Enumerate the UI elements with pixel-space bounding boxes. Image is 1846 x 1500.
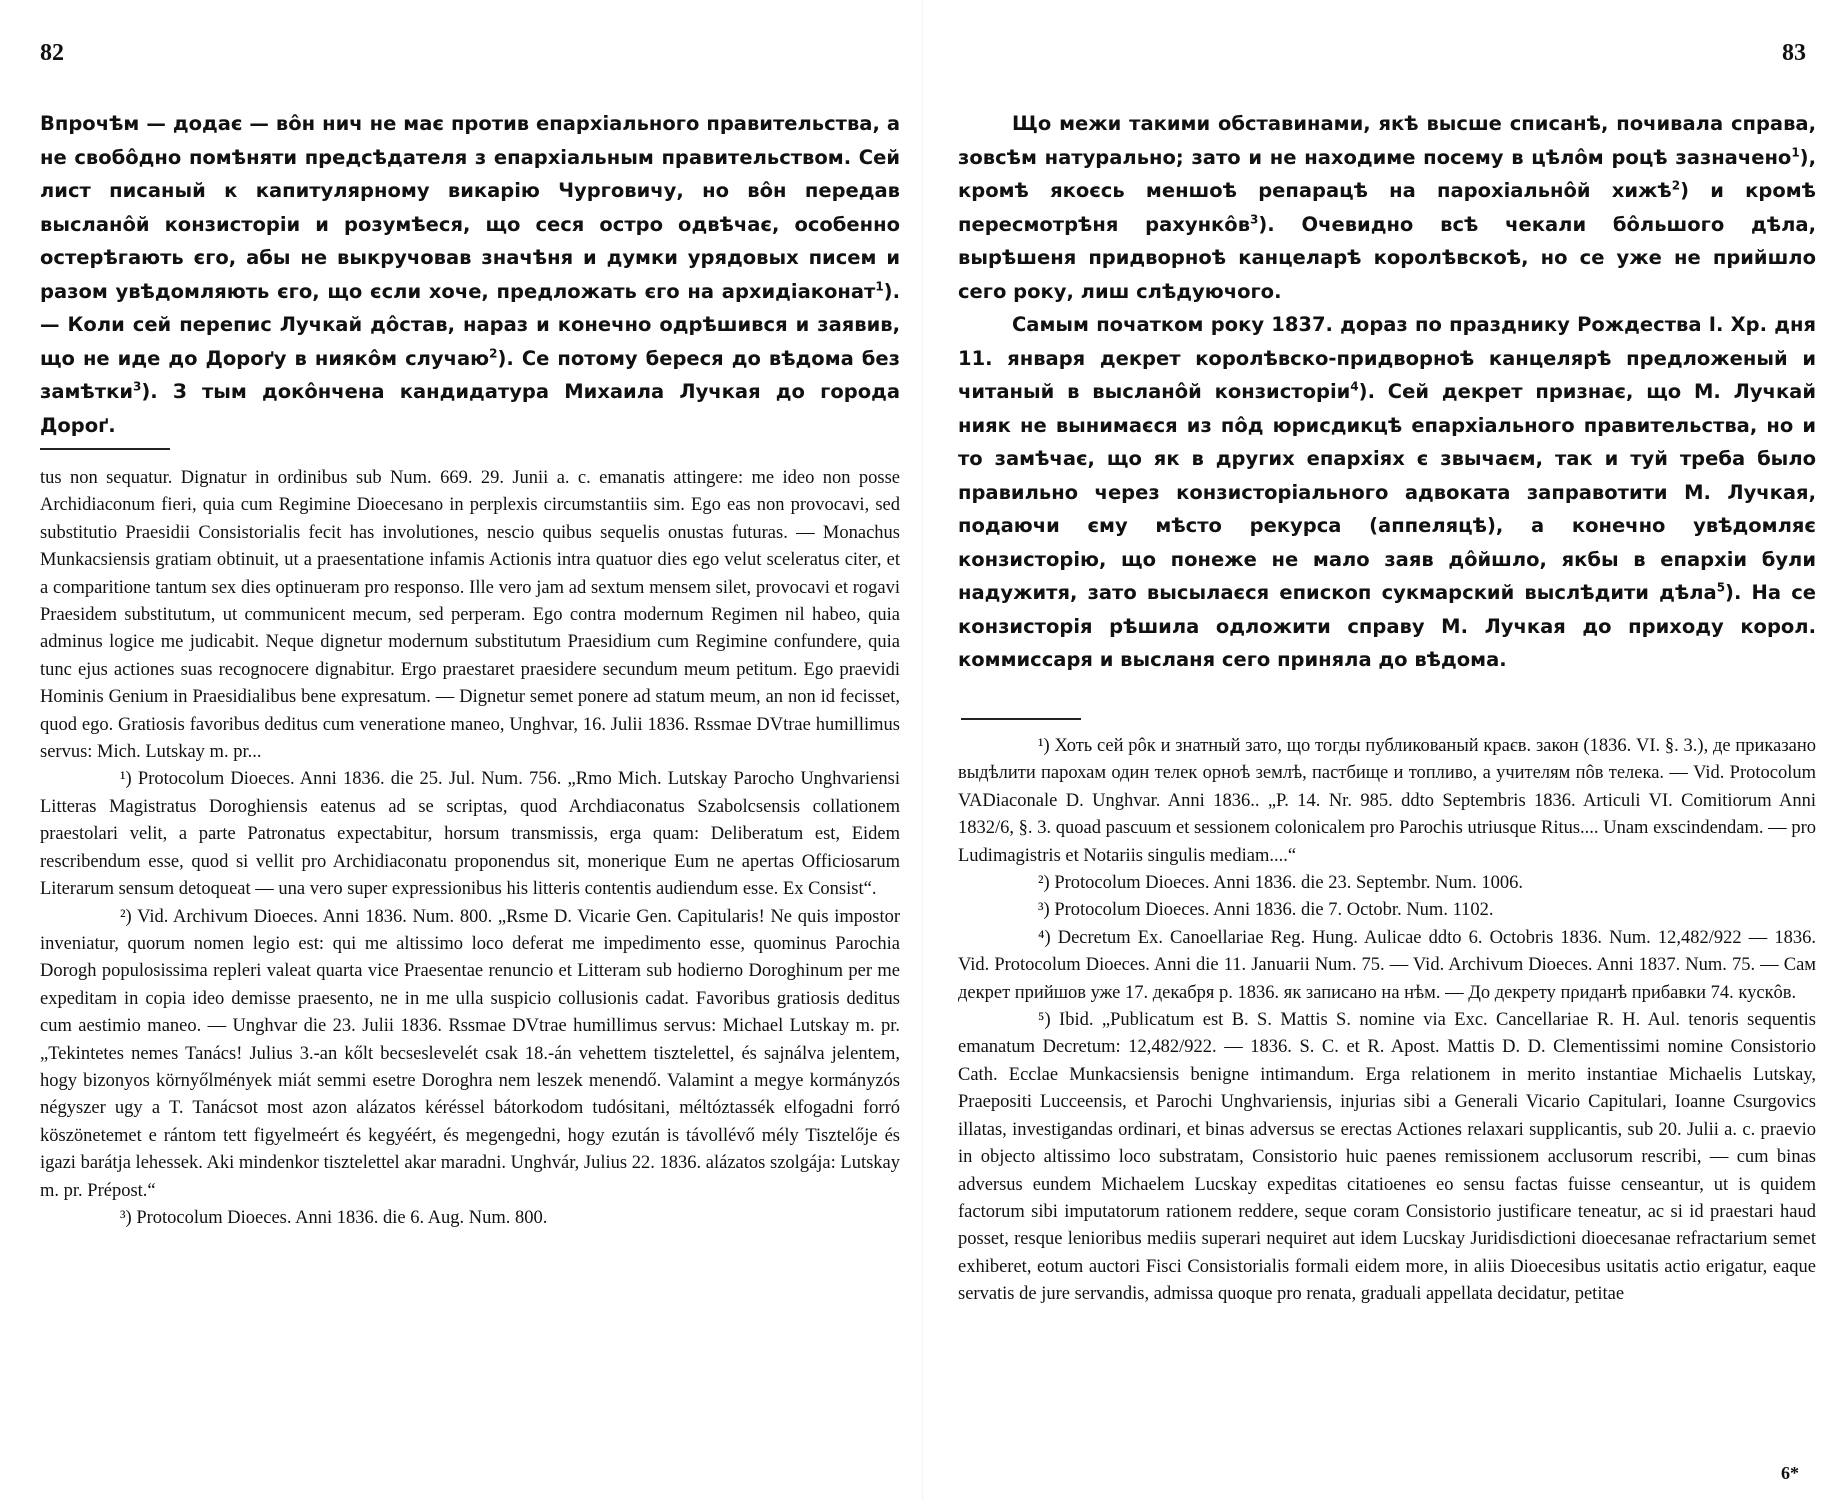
footnote-text: Хоть сей рôк и знатный зато, що тогды публикованый краєв. закон (1836. VI. §. 3.), де приказано выдѣлити парохам один телек орноѣ землѣ, пастбище и топливо, а учителям пôв телека. — Vid. Protocolum VADiaconale D. Unghvar. Anni 1836.. „P. 14. Nr. 985. ddto Septembris 1836. Articuli VI. Comitiorum Anni 1832/6, §. 3. quoad pascuum et sessionem colonicalem pro Parochis utriusque Ritus.... Unam exscindendam. — pro Ludimagistris et Notariis singulis mediam....“ (958, 736, 1817, 866)
page-number-right: 83 (1782, 40, 1806, 66)
left-main-text-part2: ). — Коли сей перепис Лучкай дôстав, нараз и конечно одрѣшився и заявив, що не иде до Дороґу в ниякôм случаю (40, 279, 900, 370)
paragraph-text: Самым початком року 1837. дораз по празднику Рождества І. Хр. дня 11. января декрет королѣвско-придворноѣ канцелярѣ предложеный и читаный в высланôй конзисторіи (958, 313, 1816, 403)
footnote-mark: ²) (120, 906, 132, 927)
right-paragraph-1 (958, 107, 1816, 308)
footnote-ref-1: 1 (1791, 145, 1800, 159)
paragraph-text: ) и кромѣ пересмотрѣня рахункôв (958, 179, 1817, 236)
footnote-text: Vid. Archivum Dioeces. Anni 1836. Num. 800. „Rsme D. Vicarie Gen. Capitularis! Ne quis impostor inveniatur, quorum nomen legio est: qui me altissimo loco deferat me impedimento esse, quominus Parochia Dorogh populosissima repleri valeat quarta vice Praesentae renuncio et Litteram sub hodierno Doroghinum per me expeditam in copia ideo demisse praesento, ne in me ulla suspicio collusionis cadat. Favoribus gratiosis deditus cum aestimio maneo. — Unghvar die 23. Julii 1836. Rssmae DVtrae humillimus servus: Michael Lutskay m. pr. „Tekintetes nemes Tanács! Julius 3.-an kőlt becseslevelét csak 18.-án vehettem tisztelettel, és sajnálva jelentem, hogy bizonyos környőlmények miát semmi esetre Doroghra nem leszek menendő. Valamint a megye kormányzós négyszer ugy a T. Tanácsot most azon alázatos kéréssel bátorkodom tudósitani, méltóztassék elfogadni forró köszönetemet e rántom tett figyelmeért és kegyéért, és megengedni, hogy ezután is távollévő mély Tisztelője és igazi barátja lehessek. Aki mindenkor tisztelettel akar maradni. Unghvár, Julius 22. 1836. alázatos szolgája: Lutskay m. pr. Prépost.“ (40, 906, 901, 1201)
paragraph-text: ). Сей декрет признає, що М. Лучкай нияк не вынимаєся из пôд юрисдикцѣ епархіального правительства, но и то замѣчає, що як в других епархіях є звычаєм, так и туй треба было правильно через конзисторіального адвоката заправотити М. Лучкая, подаючи єму мѣсто рекурса (аппеляцѣ), а конечно увѣдомляє конзисторію, що понеже не мало заяв дôйшло, якбы в епархіи були надужитя, зато высылаєся епископ сукмарский выслѣдити дѣла (958, 380, 1817, 604)
right-page (923, 0, 1846, 1500)
footnote-mark: ¹) (1038, 736, 1050, 756)
footnote-mark: ⁴) (1038, 927, 1051, 948)
footnote-mark: ³) (1038, 900, 1050, 921)
footnote-separator-right (961, 718, 1081, 720)
left-main-text (40, 107, 900, 442)
footnote-separator-left (40, 448, 170, 450)
paragraph-text: Що межи такими обставинами, якѣ высше списанѣ, почивала справа, зовсѣм натурально; зато и не находиме посему в цѣлôм роцѣ зазначено (958, 112, 1816, 169)
footnote-3 (958, 897, 1816, 924)
left-main-text-part1: Впрочѣм — додає — вôн нич не має против епархіального правительства, а не свобôдно помѣняти предсѣдателя з епархіальным правительством. Сей лист писаный к капитулярному викарію Чурговичу, но вôн передав высланôй конзисторіи и розумѣеся, що сеся остро одвѣчає, особенно остерѣгають єго, абы не выкручовав значѣня и думки урядовых писем и разом увѣдомляють єго, що єсли хоче, предложать єго на архидіаконат (40, 112, 900, 303)
footnote-mark: ⁵) (1038, 1010, 1051, 1031)
paragraph-text: ). На се конзисторія рѣшила одложити справу М. Лучкая до приходу корол. коммиссаря и высланя сего приняла до вѣдома. (958, 581, 1816, 671)
footnote-ref-3: 3 (132, 379, 142, 394)
footnote-text: Ibid. „Publicatum est B. S. Mattis S. nomine via Exc. Cancellariae R. H. Aul. tenoris sequentis emanatum Decretum: 12,482/922. — 1836. S. C. et R. Apost. Mattis D. D. Clementissimi nomine Consistorio Cath. Ecclae Munkacsiensis benigne intimandum. Erga relationem in merito instantiae Michaelis Lutskay, Praepositi Lucceensis, et Parochi Unghvariensis, injurias sibi a Generali Vicario Capitulari, Ioanne Csurgovics illatas, investigandas ordinari, et binas adversus se erectas Actiones relaxari supplicantis, sub 20. Julii a. c. praevio in objecto altissimo loco substratam, Consistorio huic paenes remissionem acclusorum rescribi, — cum binas adversus eundem Michaelem Lucskay expeditas citatioenes eo sensu factas fuisse censeantur, ut is quidem factorum sibi imputatorum rationem reddere, seque coram Consistorio justificare teneatur, ac si id praestari haud posset, resque lenioribus mediis superari nequiret aut idem Lucskay Juridisdictioni dioecesanae refractarium semet exhiberet, eotum auctori Fisci Consistorialis formali eidem more, in aliis Dioecesibus usitatis actio erigatur, eaque servatis de jure servandis, admissa quoque pro renata, graduali appellata decidatur, petitae (958, 1010, 1817, 1305)
left-main-text-part3: ). Се потому береся до вѣдома без замѣтки (40, 346, 900, 403)
footnote-4 (958, 925, 1816, 1007)
footnote-ref-2: 2 (1671, 178, 1681, 193)
footnote-5 (958, 1007, 1816, 1308)
footnote-1 (958, 733, 1816, 870)
footnote-continued: tus non sequatur. Dignatur in ordinibus sub Num. 669. 29. Junii a. c. emanatis attingere: me ideo non posse Archidiaconum fieri, quia cum Regimine Dioecesano in perplexis circumstantiis sim. Ego eas non provocavi, sed substitutio Praesidii Consistorialis fecit has involutiones, nescio quibus sequelis onustas futuras. — Monachus Munkacsiensis gratiam obtinuit, ut a praesentatione infamis Actionis intra quatuor dies ego velut sceleratus citer, et a comparitione tantum sex dies optinueram pro responso. Ille vero jam ad sextum mensem silet, provocavi et rogavi Praesidem substitutum, ut communicent mecum, sed perperam. Ego contra modernum Regimen nil habeo, quia adminus logice me judicabit. Neque dignetur modernum substitutum Praesidium cum Regimine confundere, quia tunc ejus actiones suas recognocere dignabitur. Ergo praestaret praesidere secundum meum petitum. Ego praevidi Hominis Genium in Praesidialibus bene expresatum. — Dignetur semet ponere ad statum meum, an non id fecisset, quod ego. Gratiosis favoribus deditus cum veneratione maneo, Unghvar, 16. Julii 1836. Rssmae DVtrae humillimus servus: Mich. Lutskay m. pr... (40, 468, 900, 763)
right-main-text (958, 107, 1816, 677)
paragraph-text: ). Очевидно всѣ чекали бôльшого дѣла, вырѣшеня придворноѣ канцеларѣ королѣвскоѣ, но се уже не прийшло сего року, лиш слѣдуючого. (958, 212, 1816, 303)
footnote-text: Protocolum Dioeces. Anni 1836. die 25. Jul. Num. 756. „Rmo Mich. Lutskay Parocho Unghvariensi Litteras Magistratus Doroghiensis eatenus ad se scriptas, quod Archdiaconatus Szabolcsensis collationem praestolari velit, a parte Patronatus expectabitur, horsum transmissis, erga quam: Deliberatum est, Eidem rescribendum esse, quod si vellit pro Archidiaconatu proponendus sit, monerique Eum ne apertas Officiosarum Literarum sensum detoqueat — una vero super expressionibus his litteris contentis audiendum esse. Ex Consist“. (40, 769, 900, 900)
right-paragraph-2 (958, 308, 1816, 677)
footnote-text: Protocolum Dioeces. Anni 1836. die 7. Octobr. Num. 1102. (1054, 900, 1494, 921)
right-footnotes (958, 733, 1816, 1309)
footnote-text: Protocolum Dioeces. Anni 1836. die 6. Aug. Num. 800. (136, 1207, 548, 1228)
footnote-2 (40, 904, 900, 1205)
sheet-signature: 6* (1781, 1463, 1799, 1483)
footnote-ref-3: 3 (1250, 212, 1259, 226)
footnote-1 (40, 766, 900, 903)
footnote-mark: ³) (120, 1207, 132, 1228)
footnote-ref-1: 1 (875, 279, 884, 293)
footnote-3 (40, 1205, 900, 1232)
footnote-mark: ²) (1038, 873, 1050, 894)
paragraph-text: ), кромѣ якоєсь меншоѣ репарацѣ на парохіальнôй хижѣ (958, 145, 1816, 202)
footnote-text: Decretum Ex. Canoellariae Reg. Hung. Aulicae ddto 6. Octobris 1836. Num. 12,482/922 — 1836. Vid. Protocolum Dioeces. Anni die 11. Januarii Num. 75. — Vid. Archivum Dioeces. Anni 1837. Num. 75. — Сам декрет прийшов уже 17. декабря р. 1836. як записано на нѣм. — До декрету пρиданѣ прибавки 74. кускôв. (958, 927, 1816, 1003)
left-main-text-part4: ). З тым докôнчена кандидатура Михаила Лучкая до города Дороґ. (40, 380, 900, 437)
footnote-ref-4: 4 (1350, 379, 1359, 394)
footnote-ref-5: 5 (1716, 580, 1726, 595)
footnote-text: Protocolum Dioeces. Anni 1836. die 23. Septembr. Num. 1006. (1054, 873, 1523, 894)
footnote-ref-2: 2 (489, 346, 498, 360)
left-footnotes (40, 465, 900, 1232)
page-number-left: 82 (40, 40, 64, 66)
footnote-2 (958, 870, 1816, 897)
footnote-mark: ¹) (120, 769, 132, 790)
